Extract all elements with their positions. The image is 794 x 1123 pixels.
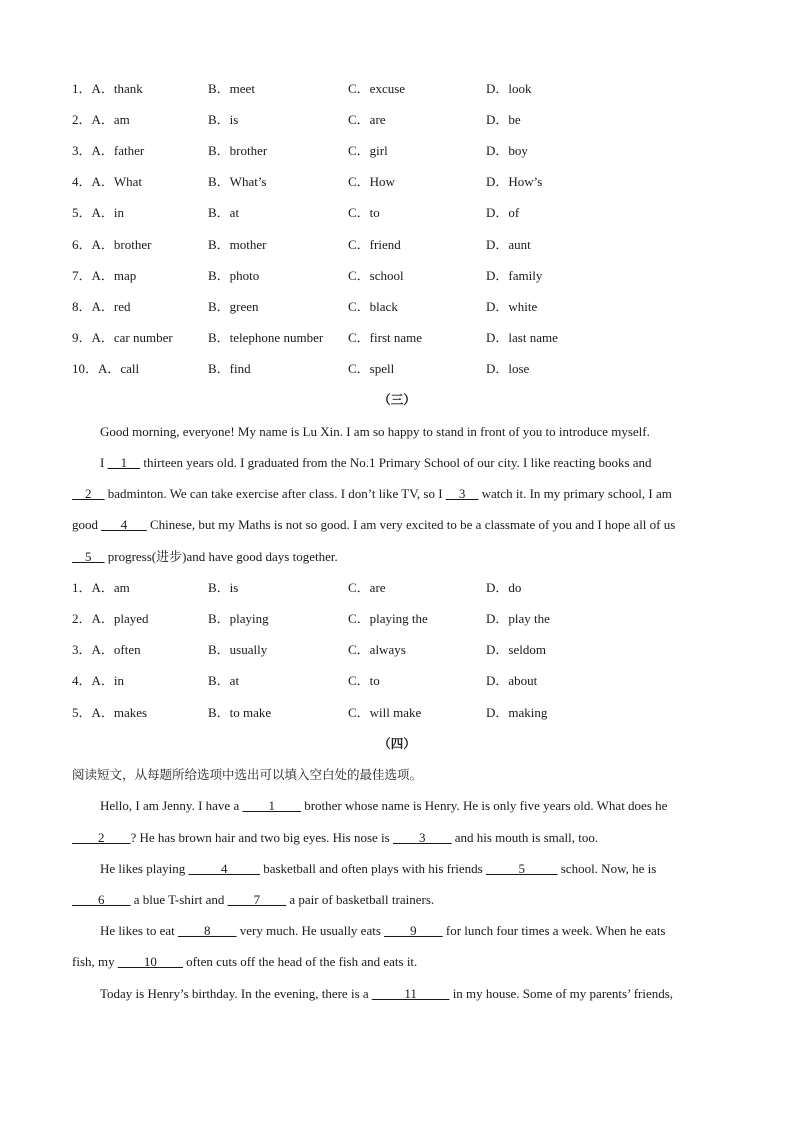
option-d: D．family: [486, 268, 543, 283]
option-c: C．playing the: [348, 611, 428, 626]
passage-text: He likes to eat: [100, 923, 178, 938]
question-row: [72, 141, 732, 161]
option-b: B．mother: [208, 237, 267, 252]
blank: ___4___: [101, 517, 147, 532]
question-row: [72, 609, 732, 629]
option-c: C．are: [348, 112, 386, 127]
option-d: D．white: [486, 299, 538, 314]
passage-text: basketball and often plays with his friends: [259, 861, 486, 876]
option-c: C．to: [348, 205, 380, 220]
question-row: [72, 110, 732, 130]
blank: ____6____: [72, 892, 131, 907]
option-c: C．friend: [348, 237, 401, 252]
question-row: [72, 235, 732, 255]
passage-line: [72, 984, 760, 1004]
option-c: C．black: [348, 299, 398, 314]
section-heading: （三）: [378, 392, 416, 407]
question-row: [72, 703, 732, 723]
passage-text: progress(进步)and have good days together.: [104, 549, 338, 564]
option-a: 5．A．in: [72, 205, 125, 220]
option-b: B．green: [208, 299, 259, 314]
blank: ____7____: [227, 892, 287, 907]
question-row: [72, 328, 732, 348]
option-c: C．How: [348, 174, 395, 189]
passage-text: ? He has brown hair and two big eyes. His nose is: [130, 830, 393, 845]
passage-text: badminton. We can take exercise after class. I don’t like TV, so I: [104, 486, 446, 501]
blank: ____9____: [384, 923, 443, 938]
option-d: D．How’s: [486, 174, 543, 189]
option-d: D．look: [486, 81, 532, 96]
passage-text: school. Now, he is: [557, 861, 657, 876]
passage-line: [72, 453, 760, 473]
option-c: C．always: [348, 642, 406, 657]
passage-line: [72, 921, 760, 941]
option-b: B．meet: [208, 81, 255, 96]
question-row: [72, 578, 732, 598]
passage-text: Chinese, but my Maths is not so good. I am very excited to be a classmate of you and I hope all of us: [146, 517, 676, 532]
passage-text: for lunch four times a week. When he eats: [442, 923, 666, 938]
blank: _____11_____: [371, 986, 450, 1001]
question-row: [72, 203, 732, 223]
blank: _____5_____: [485, 861, 558, 876]
option-d: D．play the: [486, 611, 550, 626]
passage-text: watch it. In my primary school, I am: [478, 486, 672, 501]
option-b: B．What’s: [208, 174, 267, 189]
option-a: 1．A．am: [72, 580, 130, 595]
option-a: 4．A．What: [72, 174, 143, 189]
option-a: 3．A．father: [72, 143, 145, 158]
option-d: D．last name: [486, 330, 558, 345]
blank: __1__: [107, 455, 141, 470]
passage-line: [72, 484, 732, 504]
option-d: D．about: [486, 673, 538, 688]
blank: _____4_____: [188, 861, 260, 876]
option-a: 2．A．played: [72, 611, 149, 626]
option-c: C．excuse: [348, 81, 406, 96]
question-row: [72, 297, 732, 317]
passage-text: Hello, I am Jenny. I have a: [100, 798, 243, 813]
passage-text: very much. He usually eats: [236, 923, 385, 938]
instruction: 阅读短文，从每题所给选项中选出可以填入空白处的最佳选项。: [72, 767, 423, 782]
question-row: [72, 172, 732, 192]
question-row: [72, 266, 732, 286]
blank: ____10____: [117, 954, 183, 969]
option-c: C．school: [348, 268, 404, 283]
option-b: B．is: [208, 580, 239, 595]
passage-text: I: [100, 455, 108, 470]
question-row: [72, 359, 732, 379]
option-b: B．brother: [208, 143, 268, 158]
passage-line: [72, 515, 732, 535]
option-a: 8．A．red: [72, 299, 131, 314]
option-b: B．usually: [208, 642, 268, 657]
option-a: 2．A．am: [72, 112, 130, 127]
option-d: D．be: [486, 112, 521, 127]
option-c: C．to: [348, 673, 380, 688]
option-b: B．is: [208, 112, 239, 127]
option-a: 9．A．car number: [72, 330, 173, 345]
option-a: 3．A．often: [72, 642, 141, 657]
passage-line: [72, 828, 732, 848]
option-d: D．lose: [486, 361, 530, 376]
option-d: D．of: [486, 205, 520, 220]
option-c: C．first name: [348, 330, 423, 345]
passage-text: often cuts off the head of the fish and eats it.: [182, 954, 418, 969]
passage-line: [72, 859, 760, 879]
passage-line: [72, 952, 732, 972]
option-d: D．do: [486, 580, 522, 595]
passage-text: a pair of basketball trainers.: [286, 892, 435, 907]
blank: ____1____: [242, 798, 301, 813]
option-a: 7．A．map: [72, 268, 137, 283]
passage-line: [72, 422, 760, 442]
passage-text: and his mouth is small, too.: [451, 830, 599, 845]
option-d: D．boy: [486, 143, 528, 158]
option-c: C．will make: [348, 705, 422, 720]
option-b: B．playing: [208, 611, 269, 626]
option-a: 1．A．thank: [72, 81, 143, 96]
section-heading: （四）: [378, 736, 416, 751]
passage-text: in my house. Some of my parents’ friends,: [449, 986, 674, 1001]
option-b: B．photo: [208, 268, 260, 283]
passage-line: [72, 890, 732, 910]
passage-text: fish, my: [72, 954, 118, 969]
option-b: B．to make: [208, 705, 272, 720]
blank: __3__: [445, 486, 479, 501]
question-row: [72, 640, 732, 660]
blank: __5__: [72, 549, 105, 564]
blank: ____2____: [72, 830, 131, 845]
passage-text: good: [72, 517, 102, 532]
option-d: D．aunt: [486, 237, 531, 252]
option-d: D．seldom: [486, 642, 546, 657]
passage-text: a blue T-shirt and: [130, 892, 228, 907]
passage-text: thirteen years old. I graduated from the No.1 Primary School of our city. I like reacting books and: [140, 455, 652, 470]
option-b: B．find: [208, 361, 251, 376]
passage-line: [72, 796, 760, 816]
passage-text: brother whose name is Henry. He is only five years old. What does he: [300, 798, 668, 813]
blank: ____8____: [177, 923, 237, 938]
option-a: 6．A．brother: [72, 237, 152, 252]
blank: ____3____: [392, 830, 452, 845]
blank: __2__: [72, 486, 105, 501]
option-b: B．telephone number: [208, 330, 324, 345]
option-b: B．at: [208, 673, 240, 688]
question-row: [72, 79, 732, 99]
passage-text: Good morning, everyone! My name is Lu Xin. I am so happy to stand in front of you to introduce myself.: [100, 424, 650, 439]
option-c: C．are: [348, 580, 386, 595]
option-a: 10．A．call: [72, 361, 140, 376]
question-row: [72, 671, 732, 691]
passage-line: [72, 547, 732, 567]
option-c: C．spell: [348, 361, 395, 376]
passage-text: Today is Henry’s birthday. In the evening, there is a: [100, 986, 372, 1001]
option-d: D．making: [486, 705, 548, 720]
passage-text: He likes playing: [100, 861, 189, 876]
option-c: C．girl: [348, 143, 388, 158]
option-a: 5．A．makes: [72, 705, 148, 720]
option-b: B．at: [208, 205, 240, 220]
option-a: 4．A．in: [72, 673, 125, 688]
